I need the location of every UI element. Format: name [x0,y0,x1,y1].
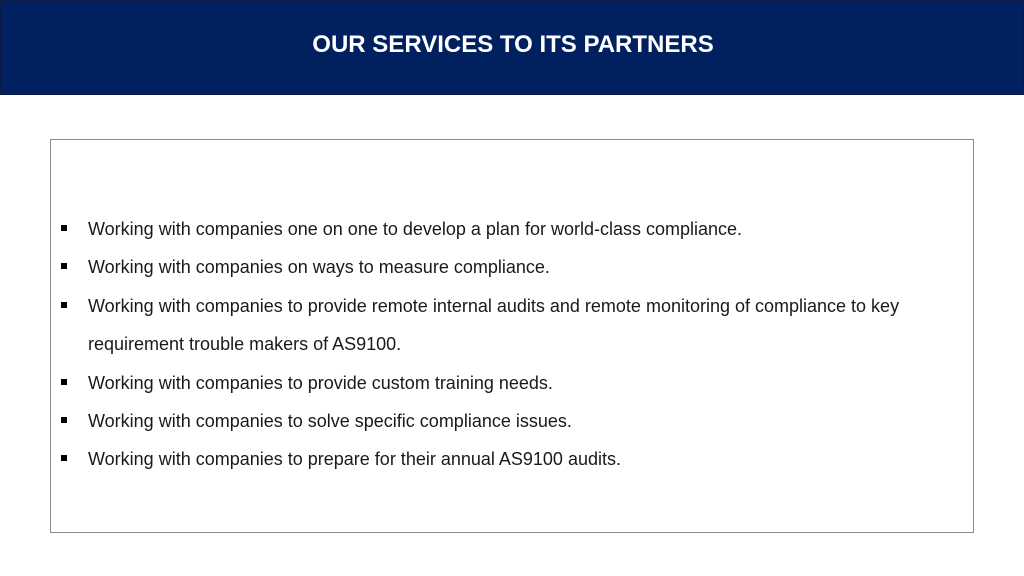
square-bullet-icon [61,263,67,269]
square-bullet-icon [61,302,67,308]
list-item-text: Working with companies one on one to develop a plan for world-class compliance. [88,219,743,239]
services-list [51,210,961,479]
square-bullet-icon [61,455,67,461]
list-item [51,440,961,478]
list-item-text: Working with companies to provide remote internal audits and remote monitoring of compliance to key requirement trouble makers of AS9100. [88,295,900,355]
list-item [51,248,961,286]
square-bullet-icon [61,379,67,385]
list-item-text: Working with companies to solve specific compliance issues. [88,411,572,432]
list-item-text: Working with companies to provide custom training needs. [88,372,553,393]
header-bar [0,0,1024,95]
list-item [51,364,961,402]
list-item [51,210,961,248]
list-item-text: Working with companies to prepare for their annual AS9100 audits. [88,449,621,470]
list-item [51,287,961,364]
services-content-box [50,139,974,533]
list-item [51,402,961,440]
page-title: OUR SERVICES TO ITS PARTNERS [312,31,714,58]
square-bullet-icon [61,225,67,231]
square-bullet-icon [61,417,67,423]
list-item-text: Working with companies on ways to measure compliance. [88,257,550,278]
